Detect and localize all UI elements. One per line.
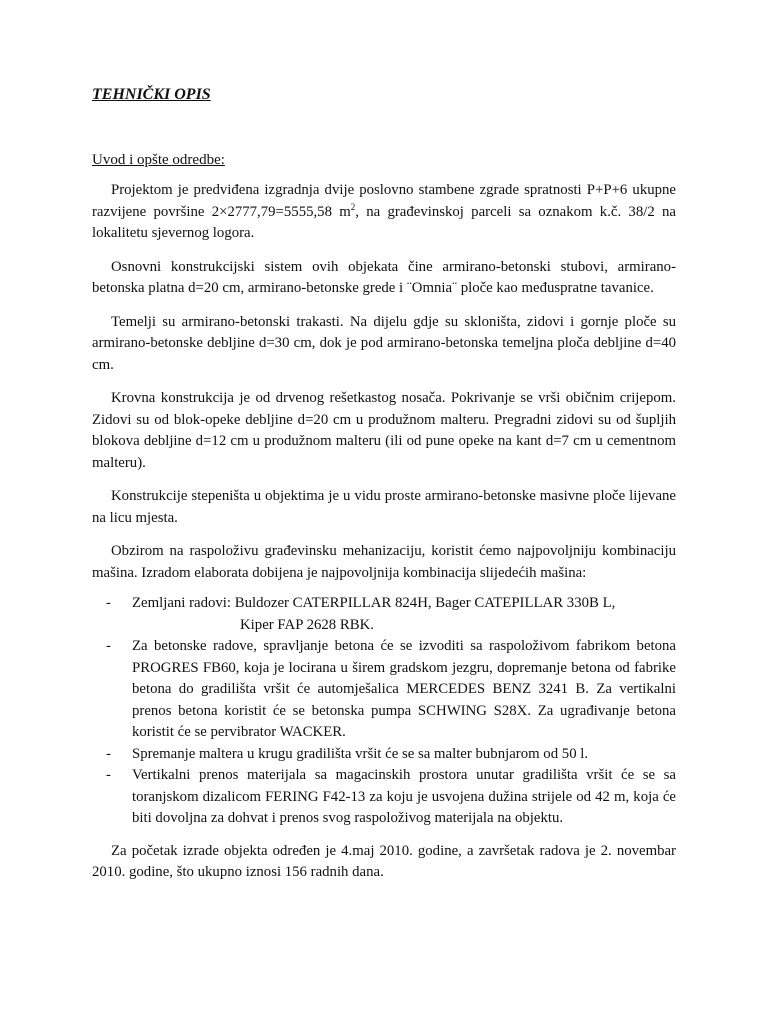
document-body: [92, 180, 676, 896]
list-dash: -: [106, 767, 111, 783]
list-item-earthworks-text: Zemljani radovi: Buldozer CATERPILLAR 824H, Bager CATEPILLAR 330B L,: [132, 595, 616, 611]
list-item-concrete-works-text: Za betonske radove, spravljanje betona će se izvoditi sa raspoloživom fabrikom betona PROGRES FB60, koja je locirana u širem gradskom jezgru, dopremanje betona od fabrike betona do gradilišta vršit će automješalica MERCEDES BENZ 3241 B. Za vertikalni prenos betona koristit će se betonska pumpa SCHWING S28X. Za ugrađivanje betona koristit će se pervibrator WACKER.: [132, 638, 676, 740]
paragraph-structural-system: Osnovni konstrukcijski sistem ovih objekata čine armirano-betonski stubovi, armirano-betonska platna d=20 cm, armirano-betonske grede i ¨Omnia¨ ploče kao međuspratne tavanice.: [92, 258, 676, 296]
paragraph-introduction-text: Projektom je predviđena izgradnja dvije poslovno stambene zgrade spratnosti P+P+6 ukupne razvijene površine 2×2777,79=5555,58 m: [92, 182, 676, 220]
list-dash: -: [106, 595, 111, 611]
list-item-mortar: [92, 744, 676, 766]
list-dash: -: [106, 638, 111, 654]
superscript-two: 2: [350, 201, 356, 212]
paragraph-introduction-end: , na građevinskoj parceli sa oznakom k.č. 38/2 na lokalitetu sjevernog logora.: [92, 203, 676, 241]
paragraph-foundations: Temelji su armirano-betonski trakasti. Na dijelu gdje su skloništa, zidovi i gornje ploče su armirano-betonske debljine d=30 cm, dok je pod armirano-betonska temeljna ploča debljine d=40 cm.: [92, 313, 676, 373]
machinery-list: [92, 593, 676, 830]
list-item-mortar-text: Spremanje maltera u krugu gradilišta vršit će se sa malter bubnjarom od 50 l.: [132, 745, 589, 762]
paragraph-machinery: Obzirom na raspoloživu građevinsku mehanizaciju, koristit ćemo najpovoljniju kombinaciju mašina. Izradom elaborata dobijena je najpovoljnija kombinacija slijedećih mašina:: [92, 543, 676, 581]
list-dash: -: [106, 745, 111, 762]
paragraph-introduction: [92, 180, 676, 245]
list-item-vertical-transport-text: Vertikalni prenos materijala sa magacinskih prostora unutar gradilišta vršit će se sa toranjskom dizalicom FERING F42-13 za koju je usvojena dužina strijele od 42 m, koja će biti dovoljna za dohvat i prenos svog raspoloživog materijala na objektu.: [132, 767, 676, 826]
list-item-earthworks-continuation: Kiper FAP 2628 RBK.: [240, 616, 375, 633]
document-title: TEHNIČKI OPIS: [92, 86, 211, 103]
list-item-earthworks: [92, 593, 676, 636]
paragraph-roof-walls: Krovna konstrukcija je od drvenog rešetkastog nosača. Pokrivanje se vrši običnim crijepom. Zidovi su od blok-opeke debljine d=20 cm u produžnom malteru. Pregradni zidovi su od šupljih blokova debljine d=12 cm u produžnom malteru (ili od pune opeke na kant d=7 cm u cementnom malteru).: [92, 390, 676, 471]
list-item-vertical-transport: [92, 765, 676, 830]
paragraph-stairs: Konstrukcije stepeništa u objektima je u vidu proste armirano-betonske masivne ploče lijevane na licu mjesta.: [92, 488, 676, 526]
list-item-concrete-works: [92, 636, 676, 744]
section-heading: Uvod i opšte odredbe:: [92, 152, 225, 168]
paragraph-schedule: Za početak izrade objekta određen je 4.maj 2010. godine, a završetak radova je 2. novembar 2010. godine, što ukupno iznosi 156 radnih dana.: [92, 842, 676, 880]
